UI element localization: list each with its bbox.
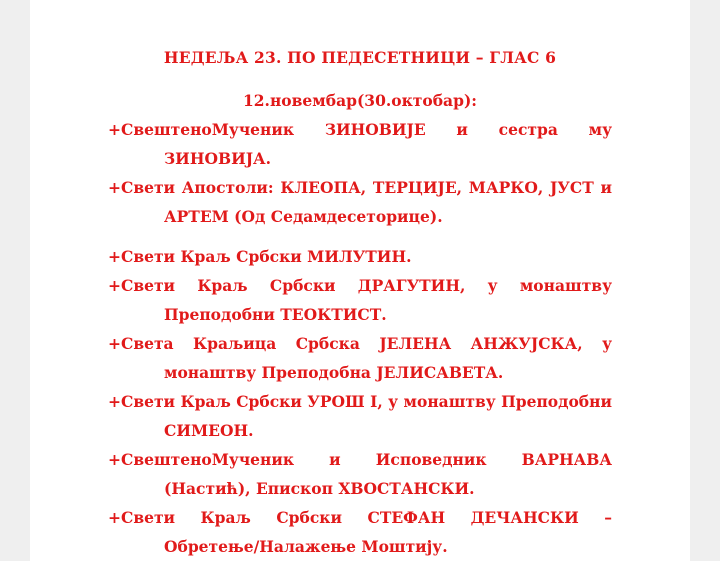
document-content [108, 47, 612, 561]
document-page [30, 0, 690, 561]
saint-entry: +Свети Краљ Србски СТЕФАН ДЕЧАНСКИ – Обретење/Налажење Моштију. [108, 508, 612, 556]
saint-entry: +Света Краљица Србска ЈЕЛЕНА АНЖУЈСКА, у монаштву Преподобна ЈЕЛИСАВЕТА. [108, 334, 612, 382]
saint-entry: +СвештеноМученик ЗИНОВИЈЕ и сестра му ЗИНОВИЈА. [108, 120, 612, 168]
saint-entry: +Свети Краљ Србски ДРАГУТИН, у монаштву Преподобни ТЕОКТИСТ. [108, 276, 612, 324]
document-title: НЕДЕЉА 23. ПО ПЕДЕСЕТНИЦИ – ГЛАС 6 [163, 48, 557, 67]
date-line: 12.новембар(30.октобар): [242, 91, 477, 110]
saint-entry: +Свети Краљ Србски МИЛУТИН. [108, 247, 412, 266]
saint-entry: +Свети Краљ Србски УРОШ I, у монаштву Преподобни СИМЕОН. [108, 392, 612, 440]
saint-entry: +СвештеноМученик и Исповедник ВАРНАВА (Настић), Епископ ХВОСТАНСКИ. [108, 450, 612, 498]
saint-entry: +Свети Апостоли: КЛЕОПА, ТЕРЦИЈЕ, МАРКО, ЈУСТ и АРТЕМ (Од Седамдесеторице). [108, 178, 612, 226]
